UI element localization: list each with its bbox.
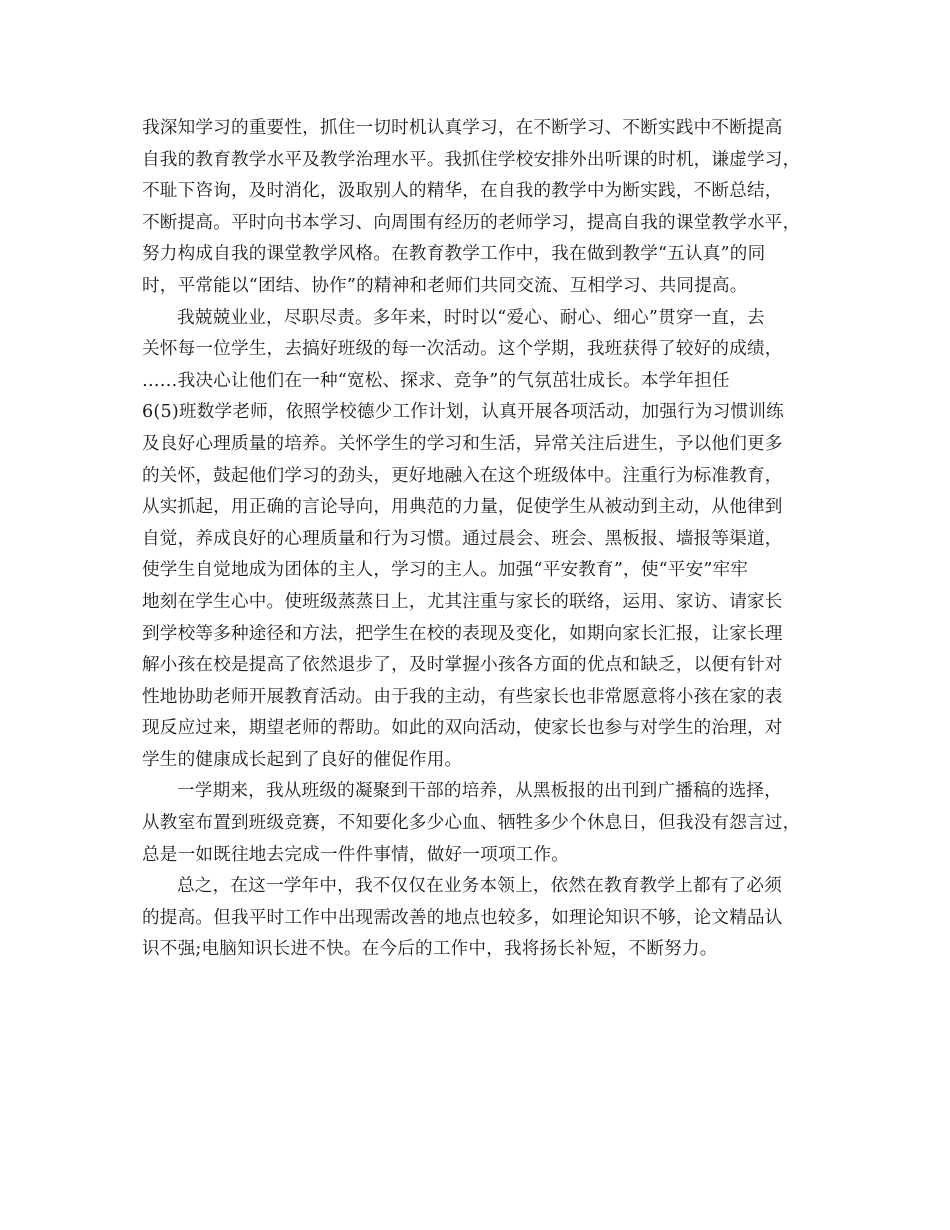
document-body xyxy=(142,113,822,966)
text-line: 我兢兢业业，尽职尽责。多年来，时时以“爱心、耐心、细心”贯穿一直，去 xyxy=(177,307,765,328)
text-line: 不耻下咨询，及时消化，汲取别人的精华，在自我的教学中为断实践，不断总结， xyxy=(142,181,783,202)
text-line: 自我的教育教学水平及教学治理水平。我抓住学校安排外出听课的时机，谦虚学习， xyxy=(142,149,801,170)
text-line: 从教室布置到班级竞赛，不知要化多少心血、牺牲多少个休息日，但我没有怨言过， xyxy=(142,813,801,834)
text-line: 时，平常能以“团结、协作”的精神和老师们共同交流、互相学习、共同提高。 xyxy=(142,275,748,296)
text-line: 的关怀，鼓起他们学习的劲头，更好地融入在这个班级体中。注重行为标准教育， xyxy=(142,465,783,486)
text-line: 6(5)班数学老师，依照学校德少工作计划，认真开展各项活动，加强行为习惯训练 xyxy=(142,402,784,423)
text-line: 的提高。但我平时工作中出现需改善的地点也较多，如理论知识不够，论文精品认 xyxy=(142,907,783,928)
text-line: 从实抓起，用正确的言论导向，用典范的力量，促使学生从被动到主动，从他律到 xyxy=(142,497,783,518)
text-line: 现反应过来，期望老师的帮助。如此的双向活动，使家长也参与对学生的治理，对 xyxy=(142,718,783,739)
text-line: 不断提高。平时向书本学习、向周围有经历的老师学习，提高自我的课堂教学水平， xyxy=(142,212,801,233)
text-line: 识不强;电脑知识长进不快。在今后的工作中，我将扬长补短，不断努力。 xyxy=(142,939,718,960)
text-line: 到学校等多种途径和方法，把学生在校的表现及变化，如期向家长汇报，让家长理 xyxy=(142,623,783,644)
text-line: 性地协助老师开展教育活动。由于我的主动，有些家长也非常愿意将小孩在家的表 xyxy=(142,686,783,707)
text-line: ……我决心让他们在一种“宽松、探求、竞争”的气氛茁壮成长。本学年担任 xyxy=(142,370,730,391)
text-line: 使学生自觉地成为团体的主人，学习的主人。加强“平安教育”，使“平安”牢牢 xyxy=(142,560,749,581)
text-line: 关怀每一位学生，去搞好班级的每一次活动。这个学期，我班获得了较好的成绩， xyxy=(142,339,783,360)
text-line: 解小孩在校是提高了依然退步了，及时掌握小孩各方面的优点和缺乏，以便有针对 xyxy=(142,655,783,676)
text-line: 学生的健康成长起到了良好的催促作用。 xyxy=(142,749,463,770)
text-line: 及良好心理质量的培养。关怀学生的学习和生活，异常关注后进生，予以他们更多 xyxy=(142,433,783,454)
text-line: 总之，在这一学年中，我不仅仅在业务本领上，依然在教育教学上都有了必须 xyxy=(177,876,782,897)
text-line: 地刻在学生心中。使班级蒸蒸日上，尤其注重与家长的联络，运用、家访、请家长 xyxy=(142,591,783,612)
text-line: 一学期来，我从班级的凝聚到干部的培养，从黑板报的出刊到广播稿的选择， xyxy=(177,781,782,802)
text-line: 总是一如既往地去完成一件件事情，做好一项项工作。 xyxy=(142,844,570,865)
text-line: 努力构成自我的课堂教学风格。在教育教学工作中，我在做到教学“五认真”的同 xyxy=(142,244,766,265)
text-line: 自觉，养成良好的心理质量和行为习惯。通过晨会、班会、黑板报、墙报等渠道， xyxy=(142,528,783,549)
text-line: 我深知学习的重要性，抓住一切时机认真学习，在不断学习、不断实践中不断提高 xyxy=(142,118,783,138)
